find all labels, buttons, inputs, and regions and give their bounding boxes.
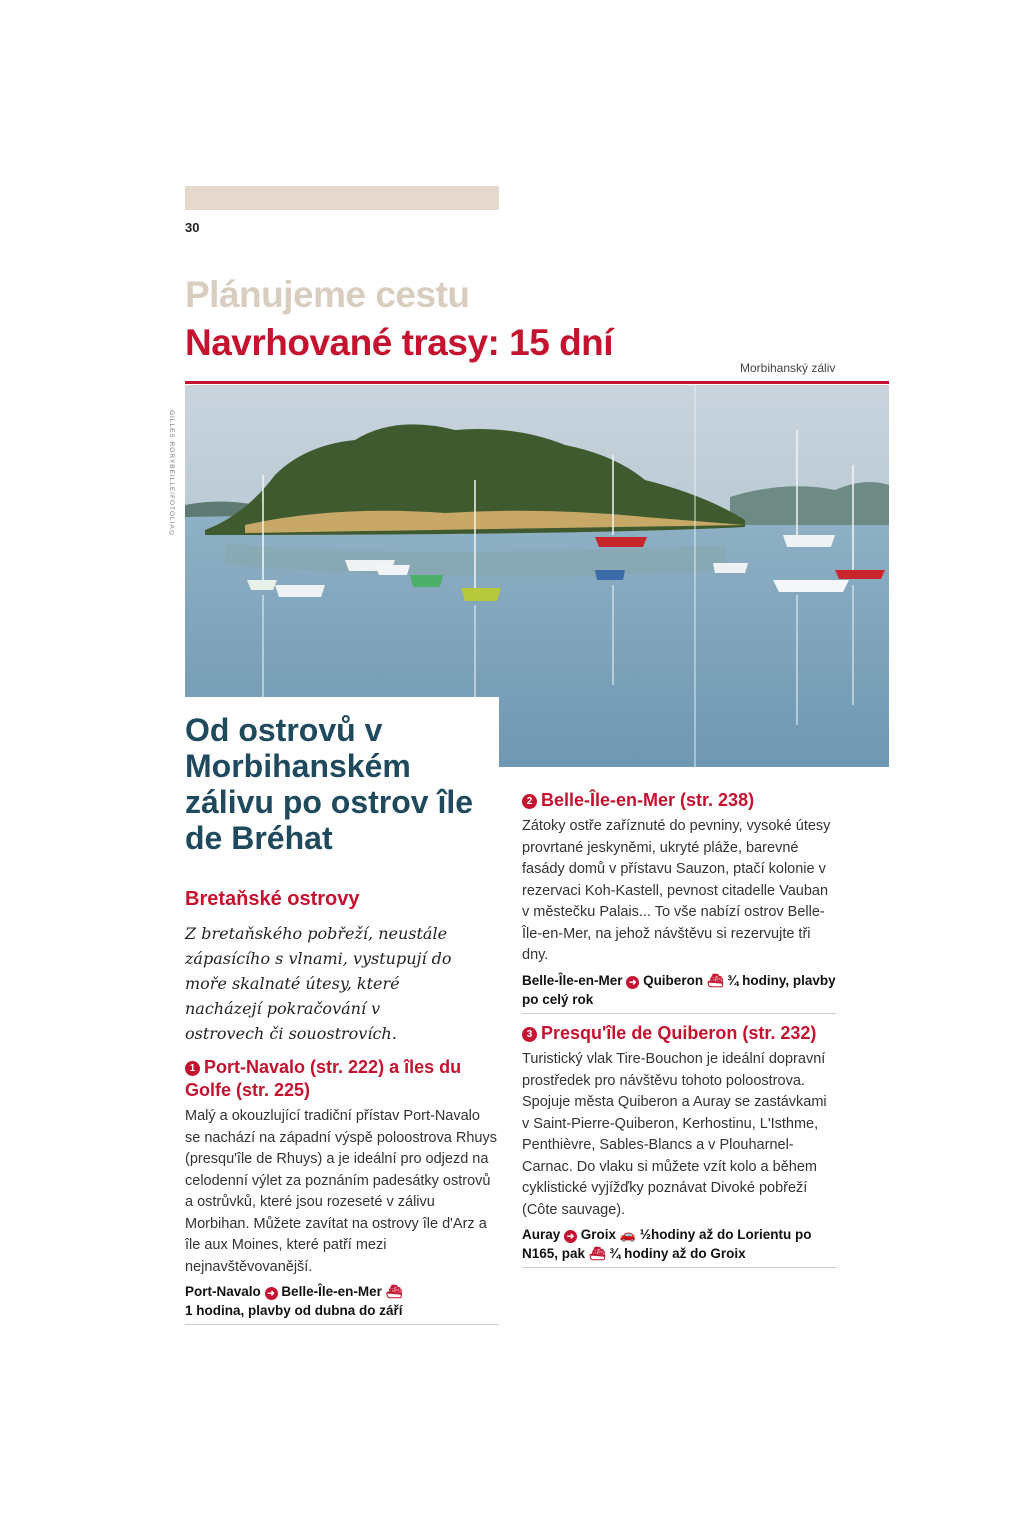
route-note: ½hodiny až do Lorientu po N165, pak	[522, 1227, 812, 1261]
section-2-body: Zátoky ostře zaříznuté do pevniny, vysoké útesy provrtané jeskyněmi, ukryté pláže, barevné fasády domů v přístavu Sauzon, ptačí kolonie v rezervaci Koh-Kastell, pevnost citadelle Vauban v městečku Palais... To vše nabízí ostrov Belle-Île-en-Mer, na jehož návštěvu si rezervujte tři dny.	[522, 818, 831, 963]
intro-heading: Od ostrovů v Morbihanském zálivu po ostrov île de Bréhat	[185, 712, 474, 856]
car-icon: 🚗	[619, 1227, 637, 1242]
arrow-right-icon: ➜	[265, 1287, 278, 1300]
route-note-2: ¾ hodiny až do Groix	[609, 1246, 746, 1261]
route-to: Quiberon	[643, 972, 704, 988]
section-3-body: Turistický vlak Tire-Bouchon je ideální dopravní prostředek pro návštěvu tohoto poloostrova. Spojuje města Quiberon a Auray se zastávkami v Saint-Pierre-Quiberon, Kerhostinu, L'Isthme, Penthièvre, Sables-Blancs a v Plouharnel-Carnac. Do vlaku si můžete vzít kolo a během cyklistické vyjížďky poznávat Divoké pobřeží (Côte sauvage).	[522, 1051, 827, 1218]
route-to: Belle-Île-en-Mer	[281, 1284, 382, 1299]
section-2-title	[522, 789, 836, 812]
number-badge: 2	[522, 794, 537, 809]
photo-caption: Morbihanský záliv	[740, 361, 836, 375]
route-from: Auray	[522, 1227, 561, 1242]
section-3-title	[522, 1022, 836, 1045]
intro-lead: Z bretaňského pobřeží, neustále zápasícího s vlnami, vystupují do moře skalnaté útesy, které nacházejí pokračování v ostrovech či souostrovích.	[185, 924, 452, 1043]
section-3	[522, 1022, 836, 1268]
arrow-right-icon: ➜	[564, 1230, 577, 1243]
section-2-route	[522, 971, 836, 1014]
section-2-title-text: Belle-Île-en-Mer (str. 238)	[541, 790, 755, 810]
route-from: Port-Navalo	[185, 1284, 261, 1299]
section-1-route	[185, 1282, 499, 1325]
section-1-title-text: Port-Navalo (str. 222) a îles du Golfe (str. 225)	[185, 1057, 462, 1100]
arrow-right-icon: ➜	[626, 976, 639, 989]
route-from: Belle-Île-en-Mer	[522, 972, 623, 988]
boat-icon: ⛴	[588, 1246, 606, 1261]
header-bar	[185, 186, 499, 210]
title-rule	[185, 381, 889, 384]
section-1-body: Malý a okouzlující tradiční přístav Port-Navalo se nachází na západní výspě poloostrova Rhuys (presqu'île de Rhuys) a je ideální pro odjezd na celodenní výlet za poznáním padesátky ostrovů a ostrůvků, které jsou rozeseté v zálivu Morbihan. Můžete zavítat na ostrovy île d'Arz a île aux Moines, které patří mezi nejnavštěvovanější.	[185, 1108, 497, 1275]
page-title: Navrhované trasy: 15 dní	[185, 322, 614, 363]
route-to: Groix	[580, 1227, 617, 1242]
number-badge: 3	[522, 1027, 537, 1042]
section-kicker: Plánujeme cestu	[185, 274, 470, 315]
section-1-title	[185, 1056, 499, 1102]
photo-credit: GILLES RORYBEILLE/FOTOLIA©	[168, 410, 175, 538]
number-badge: 1	[185, 1061, 200, 1076]
route-note: 1 hodina, plavby od dubna do září	[185, 1303, 403, 1318]
route-note: ¾ hodiny, plavby po celý rok	[522, 972, 836, 1007]
boat-icon: ⛴	[385, 1284, 403, 1299]
boat-icon: ⛴	[706, 972, 724, 988]
intro-subheading: Bretaňské ostrovy	[185, 888, 360, 910]
section-2	[522, 789, 836, 1014]
section-1	[185, 1056, 499, 1325]
section-3-title-text: Presqu'île de Quiberon (str. 232)	[541, 1023, 817, 1043]
page-number: 30	[185, 220, 200, 235]
section-3-route	[522, 1225, 836, 1268]
